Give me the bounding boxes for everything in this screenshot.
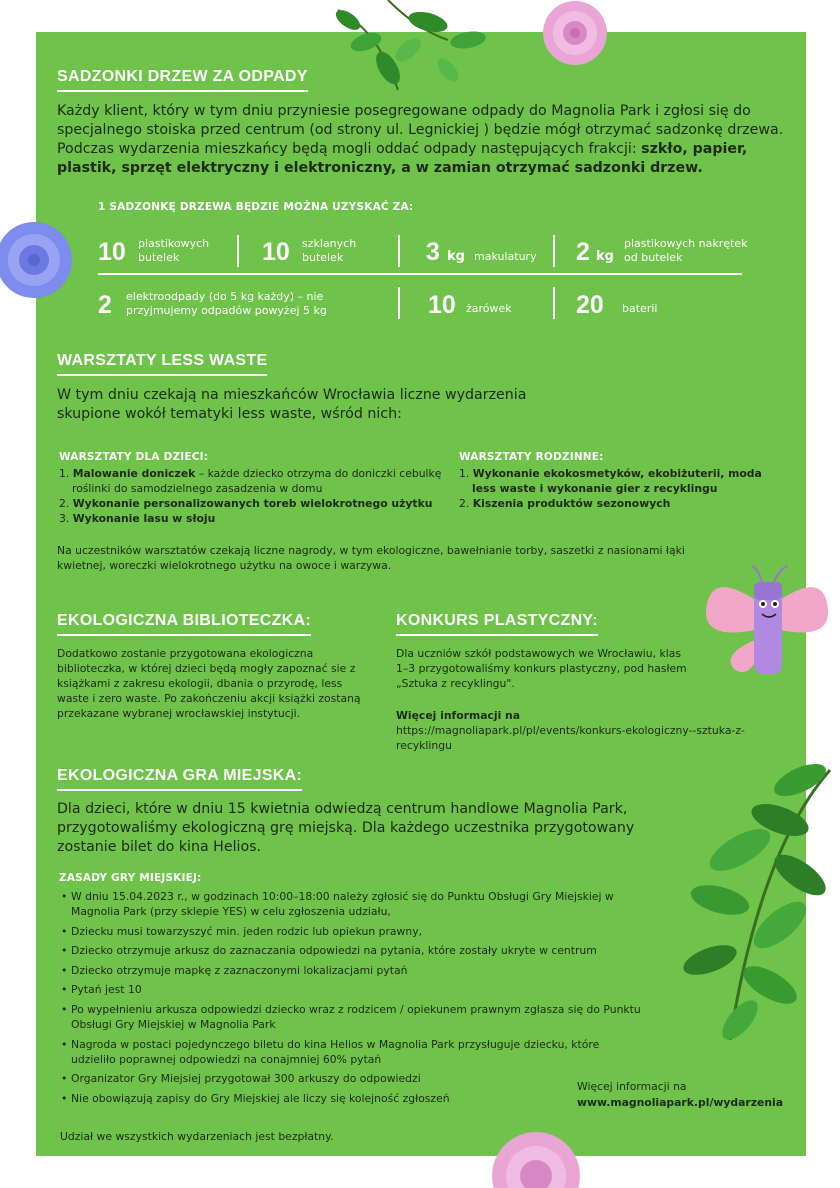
kids-workshops-title: WARSZTATY DLA DZIECI: (59, 451, 209, 463)
eco-library-body: Dodatkowo zostanie przygotowana ekologiczna biblioteczka, w której dzieci będą mogły zapoznać sie z książkami z zakresu ekologii, dbania o przyrodę, less waste i zero waste. Po zakończeniu akcji książki zostaną przekazane wybranej wrocławskiej instytucji. (57, 647, 361, 720)
exchange-amount: 3 (426, 238, 440, 266)
city-game-more-label: Więcej informacji na (577, 1080, 687, 1093)
city-game-intro: Dla dzieci, które w dniu 15 kwietnia odwiedzą centrum handlowe Magnolia Park, przygotowaliśmy ekologiczną grę miejską. Dla każdego uczestnika przygotowany zostanie bilet do kina Helios. (57, 801, 635, 855)
list-item: • W dniu 15.04.2023 r., w godzinach 10:00–18:00 należy zgłosić się do Punktu Obsługi Gry Miejskiej w Magnolia Park (przy sklepie YES) w celu zgłoszenia udziału, (61, 889, 641, 919)
section-title-less-waste-workshops: WARSZTATY LESS WASTE (57, 352, 267, 376)
list-item: 2. Kiszenia produktów sezonowych (459, 497, 671, 510)
city-game-link[interactable]: www.magnoliapark.pl/wydarzenia (577, 1096, 784, 1109)
section-title-art-contest: KONKURS PLASTYCZNY: (396, 612, 598, 636)
kids-workshops (59, 450, 444, 526)
exchange-vsep (553, 287, 555, 319)
list-item: • Nie obowiązują zapisy do Gry Miejskiej ale liczy się kolejność zgłoszeń (61, 1091, 641, 1106)
city-game-rules-title: ZASADY GRY MIEJSKIEJ: (59, 872, 202, 884)
list-item: 1. Malowanie doniczek – każde dziecko otrzyma do doniczki cebulkę roślinki do samodzielnego zasadzenia w domu (59, 467, 442, 495)
list-item: • Pytań jest 10 (61, 982, 641, 997)
exchange-vsep (398, 235, 400, 267)
exchange-vsep (237, 235, 239, 267)
list-item: • Dziecko otrzymuje mapkę z zaznaczonymi lokalizacjami pytań (61, 963, 641, 978)
list-item: 1. Wykonanie ekokosmetyków, ekobiżuterii, moda less waste i wykonanie gier z recyklingu (459, 467, 762, 495)
art-contest-more-label: Więcej informacji na (396, 709, 521, 722)
exchange-amount: 2 (98, 291, 112, 319)
exchange-label: makulatury (474, 250, 537, 263)
blue-flower-illustration (0, 210, 74, 310)
pink-flower-bottom-illustration (488, 1132, 584, 1188)
list-item: • Dziecko otrzymuje arkusz do zaznaczania odpowiedzi na pytania, które zostały ukryte w centrum (61, 943, 641, 958)
list-item: • Nagroda w postaci pojedynczego biletu do kina Helios w Magnolia Park przysługuje dziecku, które udzieliło poprawnej odpowiedzi na conajmniej 60% pytań (61, 1037, 641, 1067)
list-item: 3. Wykonanie lasu w słoju (59, 512, 216, 525)
seedlings-intro-bold: szkło, papier, plastik, sprzęt elektryczny i elektroniczny, a w zamian otrzymać sadzonki drzew. (57, 141, 748, 176)
kids-workshops-list (59, 466, 444, 526)
seedlings-intro (57, 102, 787, 178)
section-title-eco-city-game: EKOLOGICZNA GRA MIEJSKA: (57, 767, 302, 791)
exchange-label: baterii (622, 302, 658, 315)
family-workshops-title: WARSZTATY RODZINNE: (459, 451, 604, 463)
exchange-unit: kg (447, 249, 465, 264)
list-item: • Organizator Gry Miejsiej przygotował 300 arkuszy do odpowiedzi (61, 1071, 641, 1086)
exchange-label: szklanych butelek (302, 237, 357, 264)
workshops-prizes: Na uczestników warsztatów czekają liczne nagrody, w tym ekologiczne, bawełnianie torby, saszetki z nasionami łąki kwietnej, woreczki wielokrotnego użytku na owoce i warzywa. (57, 544, 685, 572)
exchange-unit: kg (596, 249, 614, 264)
list-item: • Dziecku musi towarzyszyć min. jeden rodzic lub opiekun prawny, (61, 924, 641, 939)
exchange-divider (98, 273, 742, 275)
exchange-label: plastikowych butelek (138, 237, 210, 264)
art-contest-link[interactable]: https://magnoliapark.pl/pl/events/konkurs-ekologiczny--sztuka-z-recyklingu (396, 724, 745, 752)
leaves-top-illustration (318, 0, 518, 100)
exchange-vsep (398, 287, 400, 319)
seedlings-intro-regular: Każdy klient, który w tym dniu przyniesie posegregowane odpady do Magnolia Park i zgłosi się do specjalnego stoiska przed centrum (od strony ul. Legnickiej ) będzie mógł otrzymać sadzonkę drzewa. Podczas wydarzenia mieszkańcy będą mogli oddać odpady następujących frakcji: (57, 103, 784, 157)
list-item: • Po wypełnieniu arkusza odpowiedzi dziecko wraz z rodzicem / opiekunem prawnym zgłasza się do Punktu Obsługi Gry Miejskiej w Magnolia Park (61, 1002, 641, 1032)
pink-flower-top-illustration (540, 0, 610, 70)
exchange-title: 1 SADZONKĘ DRZEWA BĘDZIE MOŻNA UZYSKAĆ ZA: (98, 201, 414, 213)
family-workshops (459, 450, 779, 511)
exchange-vsep (553, 235, 555, 267)
exchange-label: plastikowych nakrętek od butelek (624, 237, 748, 264)
exchange-amount: 2 (576, 238, 590, 266)
exchange-label: elektroodpady (do 5 kg każdy) – nie przyjmujemy odpadów powyżej 5 kg (126, 290, 327, 317)
workshops-intro: W tym dniu czekają na mieszkańców Wrocławia liczne wydarzenia skupione wokół tematyki less waste, wśród nich: (57, 387, 527, 422)
family-workshops-list (459, 466, 779, 511)
city-game-rules (61, 889, 641, 1110)
exchange-amount: 10 (428, 291, 456, 319)
footer-note: Udział we wszystkich wydarzeniach jest bezpłatny. (60, 1130, 334, 1143)
exchange-amount: 20 (576, 291, 604, 319)
branch-illustration (630, 750, 840, 1050)
list-item: 2. Wykonanie personalizowanych toreb wielokrotnego użytku (59, 497, 433, 510)
exchange-label: żarówek (466, 302, 512, 315)
section-title-tree-seedlings: SADZONKI DRZEW ZA ODPADY (57, 68, 308, 92)
art-contest-body: Dla uczniów szkół podstawowych we Wrocławiu, klas 1–3 przygotowaliśmy konkurs plastyczny, pod hasłem „Sztuka z recyklingu". (396, 647, 687, 690)
exchange-amount: 10 (262, 238, 290, 266)
section-title-eco-library: EKOLOGICZNA BIBLIOTECZKA: (57, 612, 311, 636)
butterfly-illustration (700, 560, 832, 680)
exchange-amount: 10 (98, 238, 126, 266)
